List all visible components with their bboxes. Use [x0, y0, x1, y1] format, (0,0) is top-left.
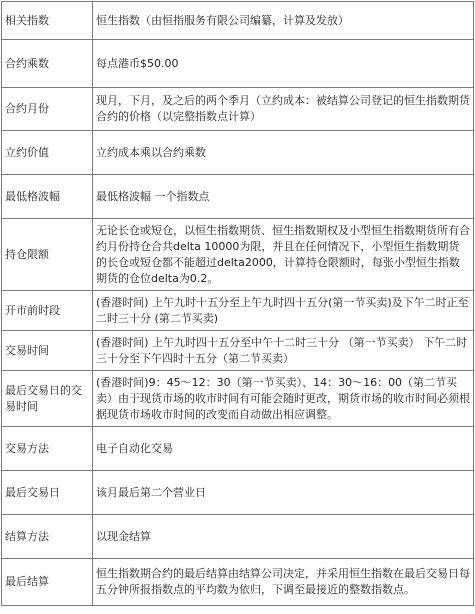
row-label: 立约价值: [2, 131, 93, 175]
row-label: 最后交易日: [2, 471, 93, 515]
row-value: 现月，下月，及之后的两个季月（立约成本：被结算公司登记的恒生指数期货合约的价格（以完整指数点计算）: [93, 88, 474, 131]
table-row: [2, 219, 474, 291]
row-value: 恒生指数（由恒指服务有限公司编纂，计算及发放）: [93, 2, 474, 40]
row-label: 合约月份: [2, 88, 93, 131]
row-value: 最低格波幅 一个指数点: [93, 175, 474, 219]
table-row: [2, 471, 474, 515]
row-value: (香港时间) 上午九时十五分至上午九时四十五分(第一节买卖)及下午二时正至二时三十分 (第二节买卖): [93, 291, 474, 331]
table-row: [2, 331, 474, 371]
row-label: 交易方法: [2, 427, 93, 471]
table-row: [2, 40, 474, 88]
row-value: 以现金结算: [93, 515, 474, 559]
table-row: [2, 559, 474, 606]
table-row: [2, 88, 474, 131]
row-label: 相关指数: [2, 2, 93, 40]
row-label: 最后结算: [2, 559, 93, 606]
table-row: [2, 371, 474, 427]
row-label: 开市前时段: [2, 291, 93, 331]
row-value: 电子自动化交易: [93, 427, 474, 471]
table-row: [2, 175, 474, 219]
row-value: (香港时间)9：45～12：30（第一节买卖）、14：30～16：00（第二节买卖）由于现货市场的收市时间有可能会随时更改，期货市场的收市时间必须根据现货市场收市时间的改变而自动做出相应调整。: [93, 371, 474, 427]
row-label: 最后交易日的交易时间: [2, 371, 93, 427]
contract-spec-table: [1, 1, 474, 606]
row-value: 该月最后第二个营业日: [93, 471, 474, 515]
table-row: [2, 427, 474, 471]
table-row: [2, 2, 474, 40]
row-value: (香港时间) 上午九时四十五分至中午十二时三十分 （第一节买卖） 下午二时三十分至下午四时十五分（第二节买卖）: [93, 331, 474, 371]
row-value: 恒生指数期合约的最后结算由结算公司决定，并采用恒生指数在最后交易日每五分钟所报指数点的平均数为依归，下调至最接近的整数指数点。: [93, 559, 474, 606]
row-label: 持仓限额: [2, 219, 93, 291]
table-row: [2, 291, 474, 331]
row-value: 立约成本乘以合约乘数: [93, 131, 474, 175]
row-value: 无论长仓或短仓，以恒生指数期货、恒生指数期权及小型恒生指数期货所有合约月份持仓合共delta 10000为限，并且在任何情况下，小型恒生指数期货的长仓或短仓都不能超过delta2000，计算持仓限额时，每张小型恒生指数期货的仓位delta为0.2。: [93, 219, 474, 291]
row-value: 每点港币$50.00: [93, 40, 474, 88]
row-label: 最低格波幅: [2, 175, 93, 219]
row-label: 交易时间: [2, 331, 93, 371]
row-label: 合约乘数: [2, 40, 93, 88]
row-label: 结算方法: [2, 515, 93, 559]
table-row: [2, 131, 474, 175]
table-row: [2, 515, 474, 559]
